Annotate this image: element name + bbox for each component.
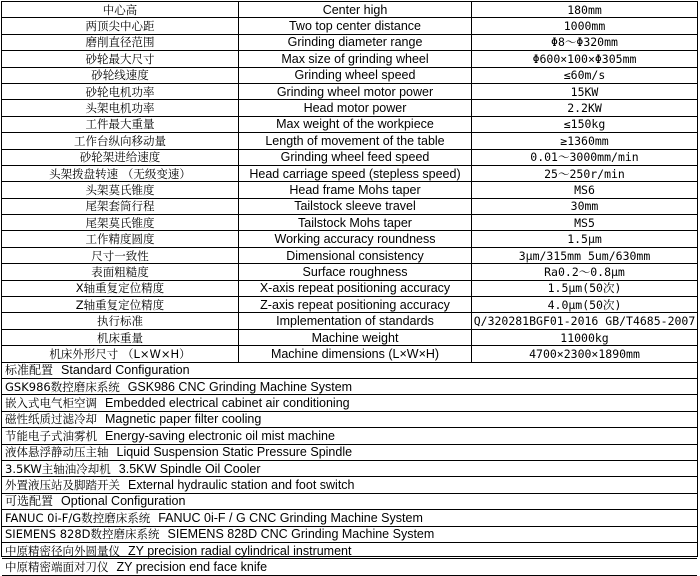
spec-label-en: Tailstock Mohs taper bbox=[239, 215, 472, 231]
standard-config-item-en: GSK986 CNC Grinding Machine System bbox=[127, 379, 353, 394]
spec-row bbox=[2, 198, 697, 214]
spec-value: MS5 bbox=[472, 215, 698, 231]
spec-table-body bbox=[2, 2, 697, 575]
spec-label-en: Grinding wheel speed bbox=[239, 67, 472, 83]
standard-config-item-en: 3.5KW Spindle Oil Cooler bbox=[118, 461, 261, 476]
spec-row bbox=[2, 83, 697, 99]
spec-value: 2.2KW bbox=[472, 100, 698, 116]
optional-config-item-en: SIEMENS 828D CNC Grinding Machine System bbox=[167, 527, 435, 542]
standard-config-item-cell bbox=[2, 477, 697, 493]
spec-row bbox=[2, 67, 697, 83]
spec-value: 15KW bbox=[472, 83, 698, 99]
spec-value: Ra0.2～0.8μm bbox=[472, 264, 698, 280]
spec-table bbox=[2, 2, 697, 576]
optional-config-header-cell bbox=[2, 493, 697, 509]
spec-label-cn: 头架拨盘转速 （无级变速） bbox=[2, 165, 239, 181]
spec-value: ≤60m/s bbox=[472, 67, 698, 83]
optional-config-item-cn: FANUC 0i-F/G数控磨床系统 bbox=[5, 510, 151, 525]
spec-value: Q/320281BGF01-2016 GB/T4685-2007 bbox=[472, 313, 698, 329]
standard-config-item-cell bbox=[2, 411, 697, 427]
optional-config-item-cell bbox=[2, 542, 697, 558]
spec-label-cn: 执行标准 bbox=[2, 313, 239, 329]
spec-label-en: Surface roughness bbox=[239, 264, 472, 280]
spec-label-en: X-axis repeat positioning accuracy bbox=[239, 280, 472, 296]
spec-value: 1.5μm(50次) bbox=[472, 280, 698, 296]
standard-config-item-en: Energy-saving electronic oil mist machine bbox=[105, 428, 335, 443]
standard-config-item-cn: 嵌入式电气柜空调 bbox=[5, 396, 97, 411]
standard-config-header bbox=[2, 362, 697, 378]
spec-label-cn: 磨削直径范围 bbox=[2, 34, 239, 50]
standard-config-item bbox=[2, 411, 697, 427]
optional-config-item-cn: SIEMENS 828D数控磨床系统 bbox=[5, 527, 160, 542]
spec-label-cn: 工件最大重量 bbox=[2, 116, 239, 132]
spec-value: Φ600×100×Φ305mm bbox=[472, 51, 698, 67]
spec-label-cn: 头架电机功率 bbox=[2, 100, 239, 116]
spec-label-cn: Z轴重复定位精度 bbox=[2, 297, 239, 313]
spec-row bbox=[2, 313, 697, 329]
spec-value: MS6 bbox=[472, 182, 698, 198]
spec-row bbox=[2, 215, 697, 231]
spec-row bbox=[2, 329, 697, 345]
spec-label-en: Length of movement of the table bbox=[239, 133, 472, 149]
spec-label-cn: 尾架莫氏锥度 bbox=[2, 215, 239, 231]
standard-config-item bbox=[2, 428, 697, 444]
optional-config-item-cn: 中原精密端面对刀仪 bbox=[5, 559, 109, 574]
spec-row bbox=[2, 280, 697, 296]
standard-config-item bbox=[2, 477, 697, 493]
standard-config-item-cn: 液体悬浮静动压主轴 bbox=[5, 445, 109, 460]
optional-config-item bbox=[2, 542, 697, 558]
spec-row bbox=[2, 231, 697, 247]
spec-label-cn: 中心高 bbox=[2, 2, 239, 18]
standard-config-item-cell bbox=[2, 444, 697, 460]
standard-config-item-en: External hydraulic station and foot switch bbox=[128, 478, 355, 493]
standard-config-item bbox=[2, 378, 697, 394]
spec-value: 30mm bbox=[472, 198, 698, 214]
optional-config-item bbox=[2, 559, 697, 575]
optional-config-item bbox=[2, 526, 697, 542]
optional-config-item-cell bbox=[2, 510, 697, 526]
standard-config-header-en: Standard Configuration bbox=[61, 363, 190, 378]
spec-label-en: Grinding wheel feed speed bbox=[239, 149, 472, 165]
spec-label-en: Max weight of the workpiece bbox=[239, 116, 472, 132]
spec-label-cn: 机床重量 bbox=[2, 329, 239, 345]
spec-row bbox=[2, 18, 697, 34]
standard-config-item-en: Liquid Suspension Static Pressure Spindle bbox=[116, 445, 353, 460]
spec-value: 4.0μm(50次) bbox=[472, 297, 698, 313]
standard-config-item-en: Embedded electrical cabinet air conditioning bbox=[105, 396, 350, 411]
spec-label-en: Max size of grinding wheel bbox=[239, 51, 472, 67]
standard-config-item-cell bbox=[2, 460, 697, 476]
spec-row bbox=[2, 346, 697, 362]
spec-row bbox=[2, 247, 697, 263]
spec-label-cn: 头架莫氏锥度 bbox=[2, 182, 239, 198]
spec-row bbox=[2, 34, 697, 50]
spec-value: 1.5μm bbox=[472, 231, 698, 247]
optional-config-header bbox=[2, 493, 697, 509]
standard-config-item bbox=[2, 395, 697, 411]
optional-config-item-cell bbox=[2, 526, 697, 542]
standard-config-item-cn: 磁性纸质过滤冷却 bbox=[5, 412, 97, 427]
spec-row bbox=[2, 297, 697, 313]
spec-label-cn: 砂轮线速度 bbox=[2, 67, 239, 83]
spec-row bbox=[2, 264, 697, 280]
spec-value: ≥1360mm bbox=[472, 133, 698, 149]
spec-label-cn: 工作台纵向移动量 bbox=[2, 133, 239, 149]
standard-config-item-cn: GSK986数控磨床系统 bbox=[5, 379, 120, 394]
spec-label-en: Head frame Mohs taper bbox=[239, 182, 472, 198]
standard-config-header-cn: 标准配置 bbox=[5, 363, 54, 378]
spec-label-cn: 砂轮电机功率 bbox=[2, 83, 239, 99]
standard-config-header-cell bbox=[2, 362, 697, 378]
spec-label-cn: 尾架套筒行程 bbox=[2, 198, 239, 214]
spec-value: 3μm/315mm 5um/630mm bbox=[472, 247, 698, 263]
spec-value: 0.01～3000mm/min bbox=[472, 149, 698, 165]
spec-label-en: Implementation of standards bbox=[239, 313, 472, 329]
spec-label-en: Dimensional consistency bbox=[239, 247, 472, 263]
standard-config-item-cell bbox=[2, 395, 697, 411]
standard-config-item-cn: 节能电子式油雾机 bbox=[5, 428, 97, 443]
spec-label-cn: 尺寸一致性 bbox=[2, 247, 239, 263]
spec-value: Φ8～Φ320mm bbox=[472, 34, 698, 50]
standard-config-item-cell bbox=[2, 378, 697, 394]
spec-row bbox=[2, 182, 697, 198]
spec-value: ≤150kg bbox=[472, 116, 698, 132]
spec-label-en: Head carriage speed (stepless speed) bbox=[239, 165, 472, 181]
optional-config-header-cn: 可选配置 bbox=[5, 494, 54, 509]
optional-config-item-en: ZY precision end face knife bbox=[116, 559, 268, 574]
spec-row bbox=[2, 165, 697, 181]
spec-label-en: Machine dimensions (L×W×H) bbox=[239, 346, 472, 362]
spec-sheet bbox=[1, 1, 698, 574]
spec-label-en: Grinding diameter range bbox=[239, 34, 472, 50]
spec-row bbox=[2, 100, 697, 116]
optional-config-item-cell bbox=[2, 559, 697, 575]
standard-config-item-en: Magnetic paper filter cooling bbox=[105, 412, 262, 427]
optional-config-item bbox=[2, 510, 697, 526]
spec-value: 25～250r/min bbox=[472, 165, 698, 181]
spec-value: 1000mm bbox=[472, 18, 698, 34]
spec-row bbox=[2, 133, 697, 149]
spec-row bbox=[2, 116, 697, 132]
spec-label-en: Grinding wheel motor power bbox=[239, 83, 472, 99]
standard-config-item-cell bbox=[2, 428, 697, 444]
spec-value: 180mm bbox=[472, 2, 698, 18]
spec-label-en: Head motor power bbox=[239, 100, 472, 116]
spec-value: 11000kg bbox=[472, 329, 698, 345]
spec-label-en: Machine weight bbox=[239, 329, 472, 345]
spec-row bbox=[2, 149, 697, 165]
spec-label-cn: X轴重复定位精度 bbox=[2, 280, 239, 296]
standard-config-item bbox=[2, 444, 697, 460]
optional-config-item-en: FANUC 0i-F / G CNC Grinding Machine System bbox=[158, 510, 423, 525]
spec-label-cn: 砂轮最大尺寸 bbox=[2, 51, 239, 67]
spec-label-cn: 机床外形尺寸 （L×W×H） bbox=[2, 346, 239, 362]
spec-row bbox=[2, 2, 697, 18]
spec-value: 4700×2300×1890mm bbox=[472, 346, 698, 362]
spec-label-en: Working accuracy roundness bbox=[239, 231, 472, 247]
optional-config-item-en: ZY precision radial cylindrical instrument bbox=[128, 543, 352, 558]
spec-label-cn: 工作精度圆度 bbox=[2, 231, 239, 247]
standard-config-item-cn: 3.5KW主轴油冷却机 bbox=[5, 461, 111, 476]
optional-config-item-cn: 中原精密径向外圆量仪 bbox=[5, 543, 120, 558]
spec-label-en: Z-axis repeat positioning accuracy bbox=[239, 297, 472, 313]
spec-label-cn: 两顶尖中心距 bbox=[2, 18, 239, 34]
spec-label-cn: 表面粗糙度 bbox=[2, 264, 239, 280]
standard-config-item bbox=[2, 460, 697, 476]
spec-row bbox=[2, 51, 697, 67]
spec-label-en: Tailstock sleeve travel bbox=[239, 198, 472, 214]
spec-label-en: Two top center distance bbox=[239, 18, 472, 34]
spec-label-cn: 砂轮架进给速度 bbox=[2, 149, 239, 165]
spec-label-en: Center high bbox=[239, 2, 472, 18]
optional-config-header-en: Optional Configuration bbox=[61, 494, 186, 509]
standard-config-item-cn: 外置液压站及脚踏开关 bbox=[5, 478, 120, 493]
